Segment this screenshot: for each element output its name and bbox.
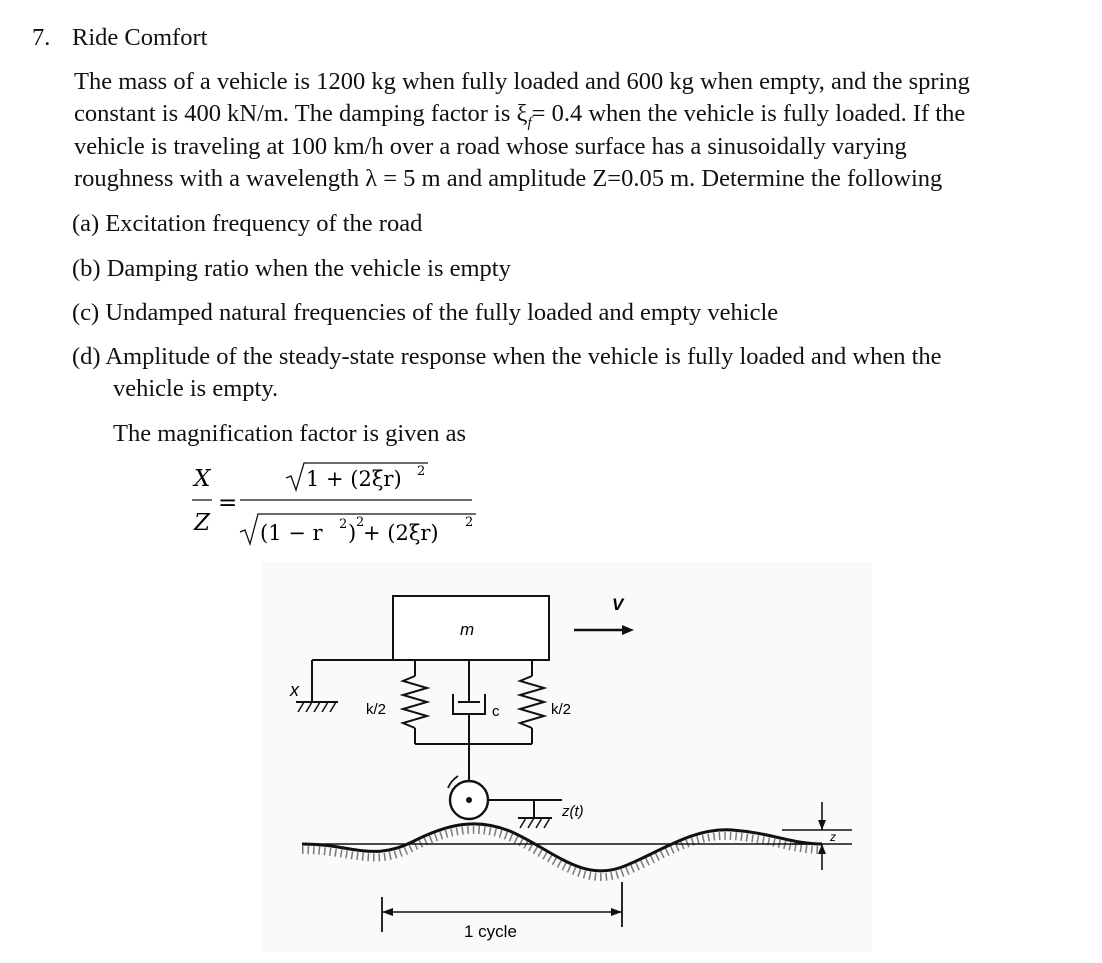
formula-svg	[188, 460, 488, 550]
formula-denominator-c: + (2ξr)	[363, 521, 439, 545]
part-b-label: (b)	[72, 255, 101, 282]
problem-title: Ride Comfort	[72, 24, 208, 51]
problem-heading	[32, 26, 207, 51]
figure-svg	[262, 562, 872, 952]
formula-denominator-exp3: 2	[465, 515, 474, 530]
formula-denominator-a: (1 − r	[260, 521, 323, 545]
part-c	[72, 301, 778, 326]
formula-denominator-exp2: 2	[356, 515, 365, 530]
part-b	[72, 257, 511, 282]
paragraph-line-1: The mass of a vehicle is 1200 kg when fully loaded and 600 kg when empty, and the spring	[74, 68, 970, 95]
velocity-label: V	[612, 595, 624, 614]
amplitude-label: z	[830, 830, 836, 844]
formula-denominator-exp1: 2	[339, 517, 348, 532]
paragraph-line-3: vehicle is traveling at 100 km/h over a road whose surface has a sinusoidally varying	[74, 133, 907, 160]
formula-numerator-exp: 2	[417, 464, 426, 479]
displacement-label: x	[290, 680, 299, 700]
formula-lhs-numerator: X	[194, 466, 211, 492]
spring-left-label: k/2	[366, 701, 387, 718]
damper-label: c	[492, 703, 500, 720]
cycle-label: 1 cycle	[464, 922, 517, 941]
part-c-text: Undamped natural frequencies of the fully loaded and empty vehicle	[105, 299, 779, 326]
part-a-label: (a)	[72, 210, 100, 237]
paragraph-line-2	[74, 102, 965, 131]
problem-number: 7.	[32, 24, 51, 51]
road-input-label: z(t)	[562, 803, 584, 820]
mass-label: m	[460, 620, 475, 639]
paragraph-line-2a: constant is 400 kN/m. The damping factor is ξ	[74, 100, 528, 127]
formula-numerator: 1 + (2ξr)	[306, 467, 402, 491]
spring-right-label: k/2	[551, 701, 572, 718]
part-d-continuation: vehicle is empty.	[113, 375, 279, 402]
formula-lhs-denominator: Z	[194, 510, 210, 536]
damping-subscript: f	[527, 114, 532, 131]
part-d-label: (d)	[72, 343, 101, 370]
part-d	[72, 345, 942, 370]
magnification-formula	[188, 460, 488, 550]
paragraph-line-4: roughness with a wavelength λ = 5 m and amplitude Z=0.05 m. Determine the following	[74, 165, 943, 192]
part-d-text: Amplitude of the steady-state response when the vehicle is fully loaded and when the	[105, 343, 942, 370]
magnification-intro: The magnification factor is given as	[113, 420, 467, 447]
part-c-label: (c)	[72, 299, 100, 326]
part-b-text: Damping ratio when the vehicle is empty	[106, 255, 511, 282]
wheel-hub	[466, 797, 472, 803]
part-a	[72, 212, 422, 237]
part-a-text: Excitation frequency of the road	[105, 210, 423, 237]
quarter-car-figure	[262, 562, 872, 952]
paragraph-line-2b: = 0.4 when the vehicle is fully loaded. If the	[531, 100, 966, 127]
formula-equals: =	[218, 490, 238, 516]
formula-denominator-b: )	[348, 521, 357, 545]
